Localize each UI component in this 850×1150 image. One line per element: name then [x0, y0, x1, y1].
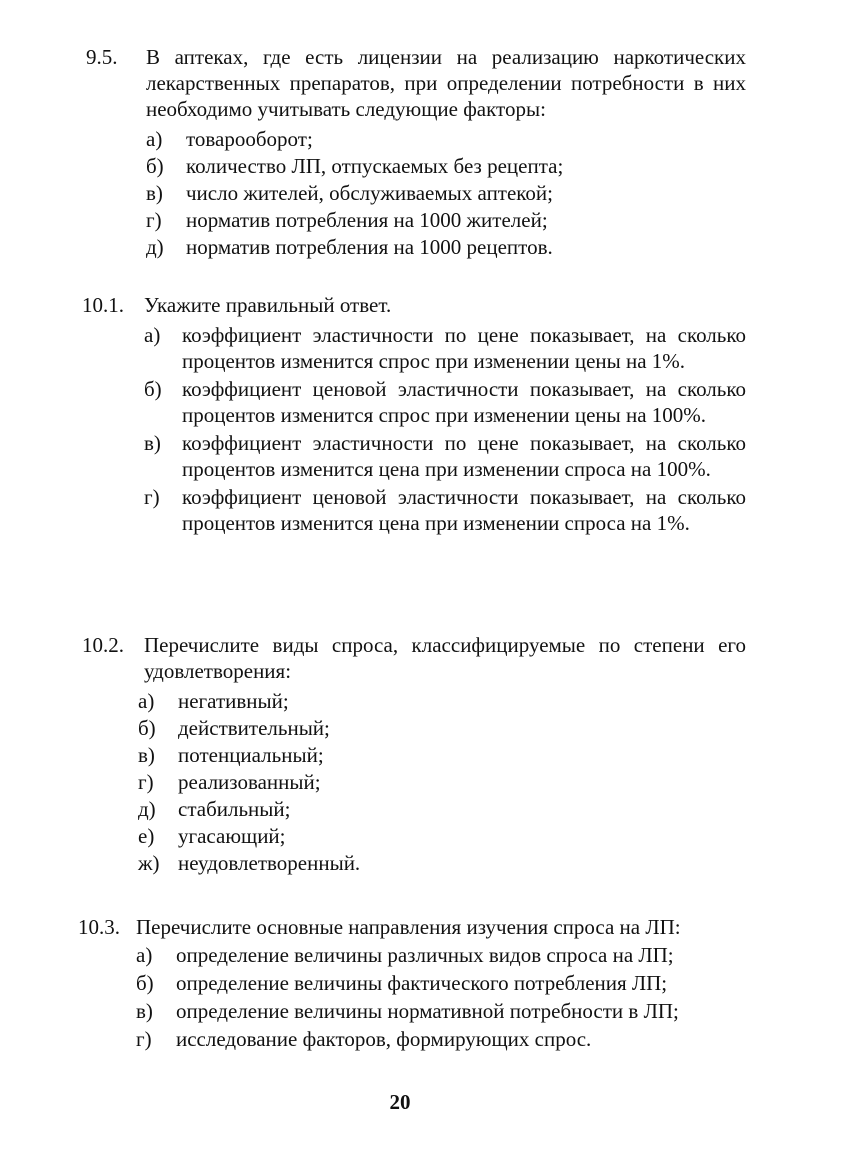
- option-text: определение величины фактического потребления ЛП;: [176, 971, 668, 995]
- question-10-3: [78, 914, 746, 1054]
- option-text: норматив потребления на 1000 рецептов.: [186, 235, 553, 259]
- answer-option-zh: [138, 850, 746, 877]
- option-text: неудовлетворенный.: [178, 851, 361, 875]
- option-letter: б): [138, 716, 156, 740]
- option-letter: в): [136, 999, 153, 1023]
- option-letter: г): [144, 485, 160, 509]
- answer-options: [144, 322, 746, 538]
- answer-option-g: [146, 207, 746, 234]
- option-letter: г): [146, 208, 162, 232]
- answer-option-b: [144, 376, 746, 428]
- answer-option-b: [146, 153, 746, 180]
- question-number: 10.3.: [78, 915, 120, 939]
- answer-options: [136, 942, 746, 1054]
- question-9-5: [86, 44, 746, 274]
- option-letter: б): [146, 154, 164, 178]
- question-number: 10.1.: [82, 293, 124, 317]
- option-letter: в): [138, 743, 155, 767]
- option-text: коэффициент эластичности по цене показывает, на сколько процентов изменится цена при изменении спроса на 100%.: [182, 431, 746, 481]
- answer-option-b: [138, 715, 746, 742]
- option-text: реализованный;: [178, 770, 321, 794]
- answer-option-a: [144, 322, 746, 374]
- option-letter: г): [138, 770, 154, 794]
- option-text: негативный;: [178, 689, 289, 713]
- option-letter: е): [138, 824, 155, 848]
- option-letter: д): [146, 235, 164, 259]
- answer-option-v: [136, 998, 746, 1026]
- option-letter: а): [144, 323, 161, 347]
- option-letter: ж): [138, 851, 160, 875]
- answer-options: [138, 688, 746, 877]
- option-text: стабильный;: [178, 797, 291, 821]
- answer-option-a: [136, 942, 746, 970]
- option-text: определение величины различных видов спроса на ЛП;: [176, 943, 674, 967]
- option-letter: в): [144, 431, 161, 455]
- option-text: потенциальный;: [178, 743, 324, 767]
- question-number: 10.2.: [82, 633, 124, 657]
- question-text: Перечислите основные направления изучения спроса на ЛП:: [136, 915, 681, 939]
- option-text: действительный;: [178, 716, 330, 740]
- answer-option-e: [138, 823, 746, 850]
- answer-option-d: [138, 796, 746, 823]
- answer-option-v: [146, 180, 746, 207]
- option-text: количество ЛП, отпускаемых без рецепта;: [186, 154, 564, 178]
- option-text: угасающий;: [178, 824, 286, 848]
- answer-option-v: [144, 430, 746, 482]
- question-number: 9.5.: [86, 45, 118, 69]
- question-10-2: [82, 632, 746, 892]
- option-text: коэффициент ценовой эластичности показывает, на сколько процентов изменится цена при изменении спроса на 1%.: [182, 485, 746, 535]
- option-text: товарооборот;: [186, 127, 313, 151]
- answer-option-a: [146, 126, 746, 153]
- answer-option-g: [144, 484, 746, 536]
- question-text: Перечислите виды спроса, классифицируемые по степени его удовлетворения:: [144, 633, 746, 683]
- option-text: определение величины нормативной потребности в ЛП;: [176, 999, 679, 1023]
- option-text: коэффициент эластичности по цене показывает, на сколько процентов изменится спрос при изменении цены на 1%.: [182, 323, 746, 373]
- option-letter: в): [146, 181, 163, 205]
- answer-option-v: [138, 742, 746, 769]
- option-letter: б): [144, 377, 162, 401]
- option-letter: г): [136, 1027, 152, 1051]
- option-letter: а): [136, 943, 153, 967]
- answer-option-g: [136, 1026, 746, 1054]
- answer-options: [146, 126, 746, 261]
- option-text: норматив потребления на 1000 жителей;: [186, 208, 548, 232]
- option-text: число жителей, обслуживаемых аптекой;: [186, 181, 554, 205]
- page-number: 20: [389, 1090, 411, 1114]
- question-10-1: [82, 292, 746, 612]
- option-text: коэффициент ценовой эластичности показывает, на сколько процентов изменится спрос при изменении цены на 100%.: [182, 377, 746, 427]
- answer-option-a: [138, 688, 746, 715]
- answer-option-b: [136, 970, 746, 998]
- option-letter: а): [146, 127, 163, 151]
- option-text: исследование факторов, формирующих спрос.: [176, 1027, 592, 1051]
- question-text: В аптеках, где есть лицензии на реализацию наркотических лекарственных препаратов, при определении потребности в них необходимо учитывать следующие факторы:: [146, 45, 746, 121]
- answer-option-d: [146, 234, 746, 261]
- answer-option-g: [138, 769, 746, 796]
- option-letter: б): [136, 971, 154, 995]
- option-letter: д): [138, 797, 156, 821]
- option-letter: а): [138, 689, 155, 713]
- question-text: Укажите правильный ответ.: [144, 293, 392, 317]
